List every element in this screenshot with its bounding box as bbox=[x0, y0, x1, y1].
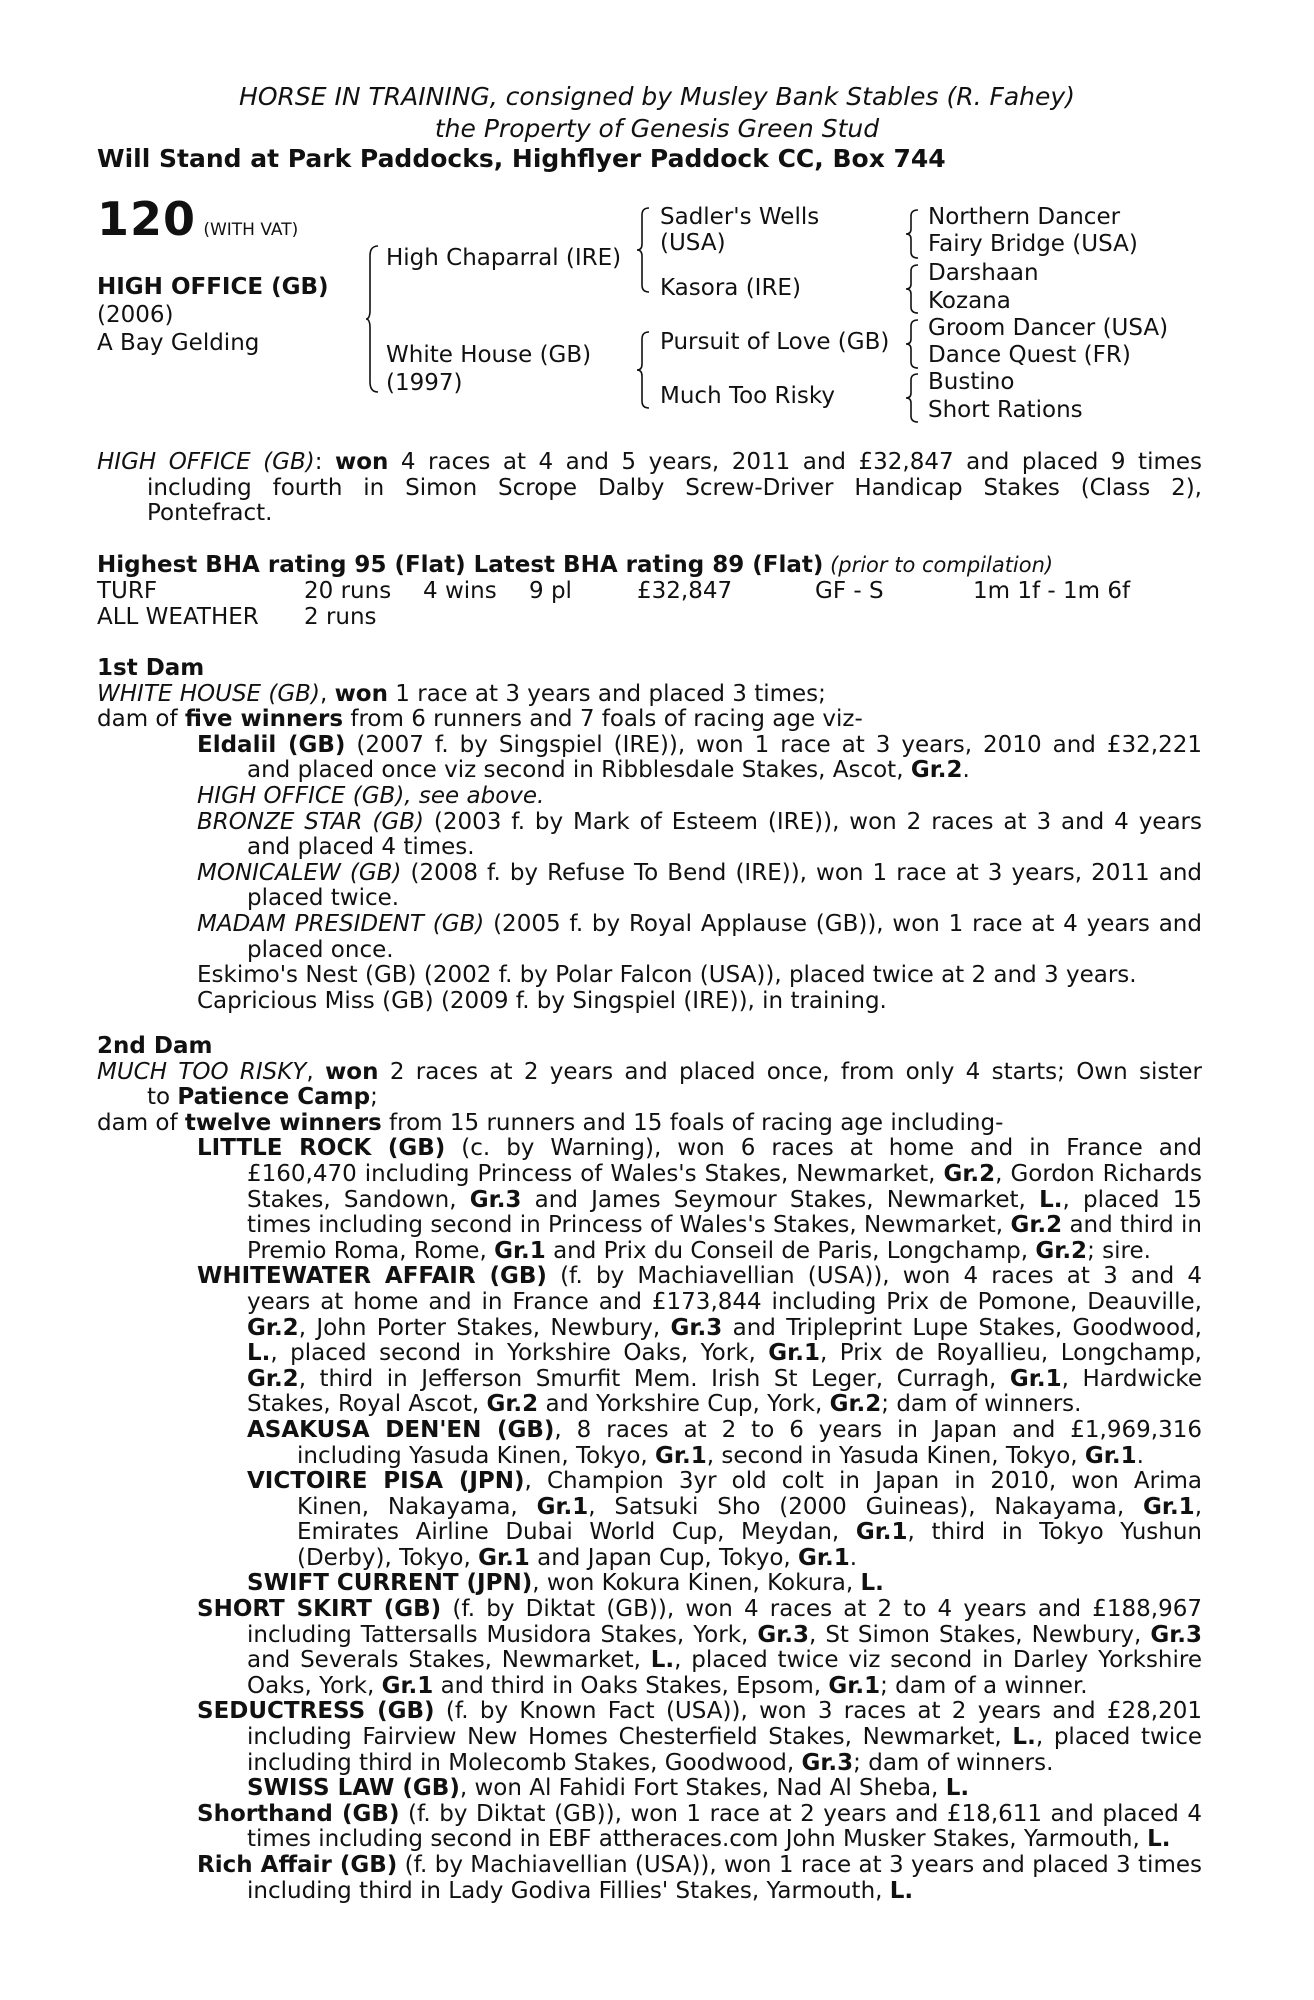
lot-number: 120 bbox=[97, 192, 197, 246]
pedigree-dam-sire: Pursuit of Love (GB) bbox=[660, 329, 890, 355]
pedigree-brace-main bbox=[366, 244, 380, 394]
property-line: the Property of Genesis Green Stud bbox=[434, 114, 880, 143]
first-dam-title: 1st Dam bbox=[97, 655, 205, 681]
pedigree-gg-1: Northern Dancer bbox=[928, 204, 1121, 230]
consignor-line: HORSE IN TRAINING, consigned by Musley Bank Stables (R. Fahey) bbox=[239, 82, 1075, 111]
pedigree-brace-dam bbox=[637, 330, 651, 410]
pedigree-gg-5: Groom Dancer (USA) bbox=[928, 315, 1169, 341]
second-dam-title: 2nd Dam bbox=[97, 1033, 213, 1059]
pedigree-dam-year: (1997) bbox=[386, 370, 463, 396]
race-summary: HIGH OFFICE (GB): won 4 races at 4 and 5 years, 2011 and £32,847 and placed 9 times including fourth in Simon Scrope Dalby Screw-Driver Handicap Stakes (Class 2), Pontefract. bbox=[97, 450, 1202, 527]
foaling-year: (2006) bbox=[97, 302, 174, 328]
second-dam-section: 2nd Dam MUCH TOO RISKY, won 2 races at 2 years and placed once, from only 4 starts; Own sister to Patience Camp; dam of twelve winners from 15 runners and 15 foals of racing age including- LITTLE ROCK (GB) (c. by Warning), won 6 races at home and in France and £160,470 including Princess of Wales's Stakes, Newmarket, Gr.2, Gordon Richards Stakes, Sandown, Gr.3 and James Seymour Stakes, Newmarket, L., placed 15 times including second in Princess of Wales's Stakes, Newmarket, Gr.2 and third in Premio Roma, Rome, Gr.1 and Prix du Conseil de Paris, Longchamp, Gr.2; sire. WHITEWATER AFFAIR (GB) (f. by Machiavellian (USA)), won 4 races at 3 and 4 years at home and in France and £173,844 including Prix de Pomone, Deauville, Gr.2, John Porter Stakes, Newbury, Gr.3 and Tripleprint Lupe Stakes, Goodwood, L., placed second in Yorkshire Oaks, York, Gr.1, Prix de Royallieu, Longchamp, Gr.2, third in Jefferson Smurfit Mem. Irish St Leger, Curragh, Gr.1, Hardwicke Stakes, Royal Ascot, Gr.2 and Yorkshire Cup, York, Gr.2; dam of winners. ASAKUSA DEN'EN (GB), 8 races at 2 to 6 years in Japan and £1,969,316 including Yasuda Kinen, Tokyo, Gr.1, second in Yasuda Kinen, Tokyo, Gr.1. VICTOIRE PISA (JPN), Champion 3yr old colt in Japan in 2010, won Arima Kinen, Nakayama, Gr.1, Satsuki Sho (2000 Guineas), Nakayama, Gr.1, Emirates Airline Dubai World Cup, Meydan, Gr.1, third in Tokyo Yushun (Derby), Tokyo, Gr.1 and Japan Cup, Tokyo, Gr.1. SWIFT CURRENT (JPN), won Kokura Kinen, Kokura, L. SHORT SKIRT (GB) (f. by Diktat (GB)), won 4 races at 2 to 4 years and £188,967 including Tattersalls Musidora Stakes, York, Gr.3, St Simon Stakes, Newbury, Gr.3 and Severals Stakes, Newmarket, L., placed twice viz second in Darley Yorkshire Oaks, York, Gr.1 and third in Oaks Stakes, Epsom, Gr.1; dam of a winner. SEDUCTRESS (GB) (f. by Known Fact (USA)), won 3 races at 2 years and £28,201 including Fairview New Homes Chesterfield Stakes, Newmarket, L., placed twice including third in Molecomb Stakes, Goodwood, Gr.3; dam of winners. SWISS LAW (GB), won Al Fahidi Fort Stakes, Nad Al Sheba, L. Shorthand (GB) (f. by Diktat (GB)), won 1 race at 2 years and £18,611 and placed 4 times including second in EBF attheraces.com John Musker Stakes, Yarmouth, L. Rich Affair (GB) (f. by Machiavellian (USA)), won 1 race at 3 years and placed 3 times including third in Lady Godiva Fillies' Stakes, Yarmouth, L. bbox=[97, 1033, 1202, 1904]
lot-number-row bbox=[97, 192, 299, 246]
stand-line: Will Stand at Park Paddocks, Highflyer Paddock CC, Box 744 bbox=[97, 144, 946, 173]
pedigree-dam-name: White House (GB) bbox=[386, 342, 592, 368]
vat-note: (WITH VAT) bbox=[203, 220, 299, 240]
pedigree-brace-g56 bbox=[906, 318, 920, 370]
pedigree-brace-sire bbox=[637, 206, 651, 294]
pedigree-gg-3: Darshaan bbox=[928, 260, 1039, 286]
bha-rating: Highest BHA rating 95 (Flat) Latest BHA rating 89 (Flat) (prior to compilation) bbox=[97, 552, 1054, 578]
pedigree-gg-6: Dance Quest (FR) bbox=[928, 342, 1131, 368]
pedigree-gg-2: Fairy Bridge (USA) bbox=[928, 231, 1138, 257]
pedigree-brace-g12 bbox=[906, 208, 920, 260]
pedigree-sire-dam: Kasora (IRE) bbox=[660, 275, 801, 301]
pedigree-dam-dam: Much Too Risky bbox=[660, 383, 836, 409]
pedigree-sire: High Chaparral (IRE) bbox=[386, 245, 622, 271]
horse-description: A Bay Gelding bbox=[97, 330, 260, 356]
horse-name: HIGH OFFICE (GB) bbox=[97, 274, 329, 300]
pedigree-brace-g78 bbox=[906, 372, 920, 424]
pedigree-gg-4: Kozana bbox=[928, 288, 1011, 314]
pedigree-sire-sire-origin: (USA) bbox=[660, 230, 726, 256]
pedigree-sire-sire: Sadler's Wells bbox=[660, 204, 820, 230]
catalogue-page: HORSE IN TRAINING, consigned by Musley Bank Stables (R. Fahey) the Property of Genesis Green Stud Will Stand at Park Paddocks, Highflyer Paddock CC, Box 744 120 (WITH VAT) HIGH OFFICE (GB) (2006) A Bay Gelding High Chaparral (IRE) White House (GB) (1997) Sadler's Wells (USA) Kasora (IRE) Pursuit of Love (GB) Much Too Risky Northern Dancer Fairy Bridge (USA) Darshaan Kozana Groom Dancer (USA) Dance Quest (FR) Bustino Short Rations HIGH OFFICE (GB): won 4 races at 4 and 5 years, 2011 and £32,847 and placed 9 times including fourth in Simon Scrope Dalby Screw-Driver Handicap Stakes (Class 2), Pontefract. Highest BHA rating 95 (Flat) Latest BHA rating 89 (Flat) (prior to compilation) TURF 20 runs 4 wins 9 pl £32,847 GF - S 1m 1f - 1m 6f ALL WEATHER 2 runs 1st Dam WHITE HOUSE (GB), won 1 race at 3 years and placed 3 times; dam of five winners from 6 runners and 7 foals of racing age viz- Eldalil (GB) (2007 f. by Singspiel (IRE)), won 1 race at 3 years, 2010 and £32,221 and placed once viz second in Ribblesdale Stakes, Ascot, Gr.2. HIGH OFFICE (GB), see above. BRONZE STAR (GB) (2003 f. by Mark of Esteem (IRE)), won 2 races at 3 and 4 years and placed 4 times. MONICALEW (GB) (2008 f. by Refuse To Bend (IRE)), won 1 race at 3 years, 2011 and placed twice. MADAM PRESIDENT (GB) (2005 f. by Royal Applause (GB)), won 1 race at 4 years and placed once. Eskimo's Nest (GB) (2002 f. by Polar Falcon (USA)), placed twice at 2 and 3 years. Capricious Miss (GB) (2009 f. by Singspiel (IRE)), in training. 2nd Dam MUCH TOO RISKY, won 2 races at 2 years and placed once, from only 4 starts; Own sister to Patience Camp; dam of twelve winners from 15 runners and 15 foals of racing age including- LITTLE ROCK (GB) (c. by Warning), won 6 races at home and in France and £160,470 including Princess of Wales's Stakes, Newmarket, Gr.2, Gordon Richards Stakes, Sandown, Gr.3 and James Seymour Stakes, Newmarket, L., placed 15 times including second in Princess of Wales's Stakes, Newmarket, Gr.2 and third in Premio Roma, Rome, Gr.1 and Prix du Conseil de Paris, Longchamp, Gr.2; sire. WHITEWATER AFFAIR (GB) (f. by Machiavellian (USA)), won 4 races at 3 and 4 years at home and in France and £173,844 including Prix de Pomone, Deauville, Gr.2, John Porter Stakes, Newbury, Gr.3 and Tripleprint Lupe Stakes, Goodwood, L., placed second in Yorkshire Oaks, York, Gr.1, Prix de Royallieu, Longchamp, Gr.2, third in Jefferson Smurfit Mem. Irish St Leger, Curragh, Gr.1, Hardwicke Stakes, Royal Ascot, Gr.2 and Yorkshire Cup, York, Gr.2; dam of winners. ASAKUSA DEN'EN (GB), 8 races at 2 to 6 years in Japan and £1,969,316 including Yasuda Kinen, Tokyo, Gr.1, second in Yasuda Kinen, Tokyo, Gr.1. VICTOIRE PISA (JPN), Champion 3yr old colt in Japan in 2010, won Arima Kinen, Nakayama, Gr.1, Satsuki Sho (2000 Guineas), Nakayama, Gr.1, Emirates Airline Dubai World Cup, Meydan, Gr.1, third in Tokyo Yushun (Derby), Tokyo, Gr.1 and Japan Cup, Tokyo, Gr.1. SWIFT CURRENT (JPN), won Kokura Kinen, Kokura, L. SHORT SKIRT (GB) (f. by Diktat (GB)), won 4 races at 2 to 4 years and £188,967 including Tattersalls Musidora Stakes, York, Gr.3, St Simon Stakes, Newbury, Gr.3 and Severals Stakes, Newmarket, L., placed twice viz second in Darley Yorkshire Oaks, York, Gr.1 and third in Oaks Stakes, Epsom, Gr.1; dam of a winner. SEDUCTRESS (GB) (f. by Known Fact (USA)), won 3 races at 2 years and £28,201 including Fairview New Homes Chesterfield Stakes, Newmarket, L., placed twice including third in Molecomb Stakes, Goodwood, Gr.3; dam of winners. SWISS LAW (GB), won Al Fahidi Fort Stakes, Nad Al Sheba, L. Shorthand (GB) (f. by Diktat (GB)), won 1 race at 2 years and £18,611 and placed 4 times including second in EBF attheraces.com John Musker Stakes, Yarmouth, L. Rich Affair (GB) (f. by Machiavellian (USA)), won 1 race at 3 years and placed 3 times including third in Lady Godiva Fillies' Stakes, Yarmouth, L. bbox=[0, 0, 1314, 2000]
pedigree-brace-g34 bbox=[906, 263, 920, 315]
pedigree-gg-7: Bustino bbox=[928, 369, 1015, 395]
first-dam-section: 1st Dam WHITE HOUSE (GB), won 1 race at 3 years and placed 3 times; dam of five winners from 6 runners and 7 foals of racing age viz- Eldalil (GB) (2007 f. by Singspiel (IRE)), won 1 race at 3 years, 2010 and £32,221 and placed once viz second in Ribblesdale Stakes, Ascot, Gr.2. HIGH OFFICE (GB), see above. BRONZE STAR (GB) (2003 f. by Mark of Esteem (IRE)), won 2 races at 3 and 4 years and placed 4 times. MONICALEW (GB) (2008 f. by Refuse To Bend (IRE)), won 1 race at 3 years, 2011 and placed twice. MADAM PRESIDENT (GB) (2005 f. by Royal Applause (GB)), won 1 race at 4 years and placed once. Eskimo's Nest (GB) (2002 f. by Polar Falcon (USA)), placed twice at 2 and 3 years. Capricious Miss (GB) (2009 f. by Singspiel (IRE)), in training. bbox=[97, 655, 1202, 1014]
pedigree-gg-8: Short Rations bbox=[928, 397, 1083, 423]
